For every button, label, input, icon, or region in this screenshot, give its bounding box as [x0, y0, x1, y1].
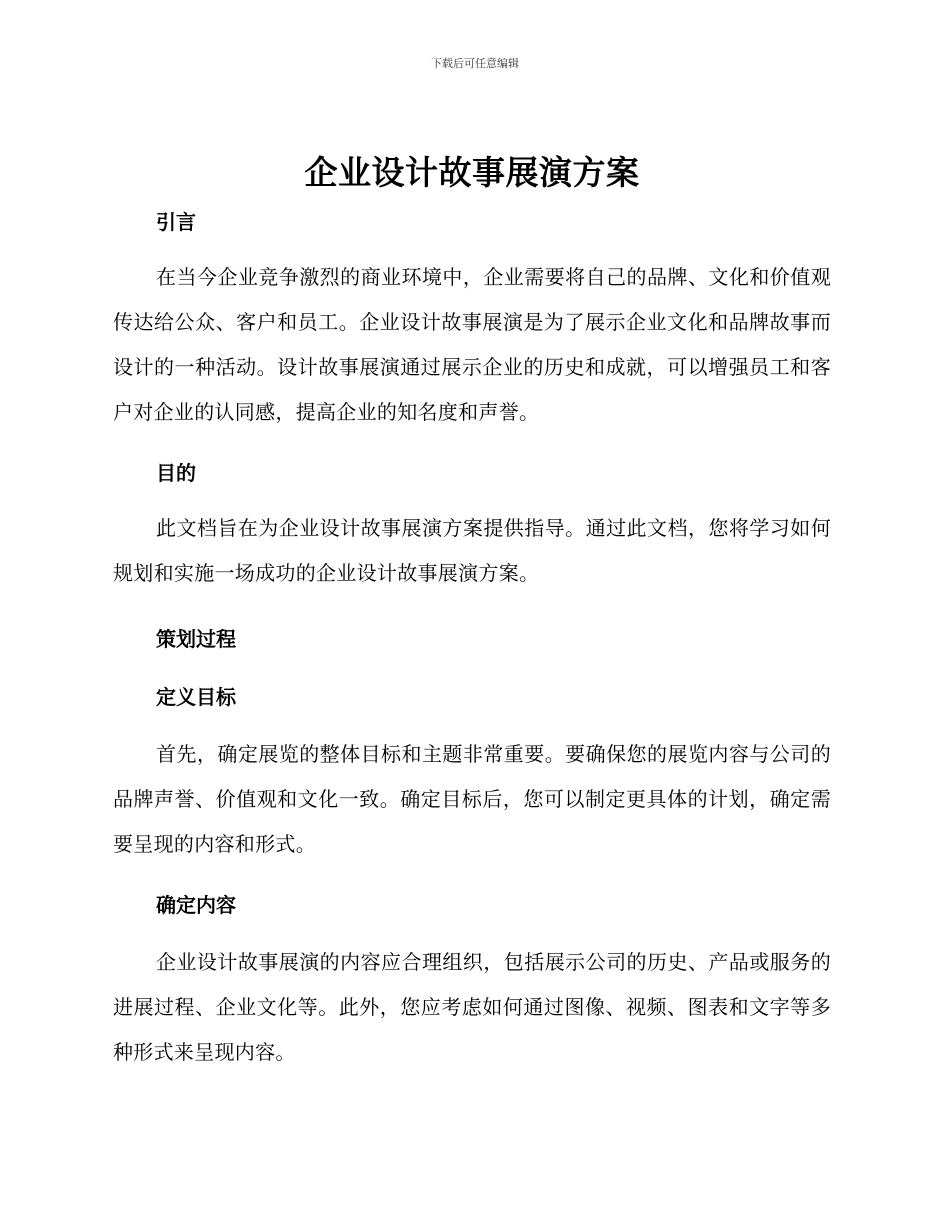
section-heading-define-goals: 定义目标	[156, 685, 236, 709]
section-heading-planning: 策划过程	[156, 627, 236, 651]
paragraph-purpose: 此文档旨在为企业设计故事展演方案提供指导。通过此文档，您将学习如何规划和实施一场成功的企业设计故事展演方案。	[113, 516, 831, 585]
document-title: 企业设计故事展演方案	[304, 153, 640, 192]
paragraph-define-goals: 首先，确定展览的整体目标和主题非常重要。要确保您的展览内容与公司的品牌声誉、价值观和文化一致。确定目标后，您可以制定更具体的计划，确定需要呈现的内容和形式。	[113, 742, 831, 856]
paragraph-intro: 在当今企业竞争激烈的商业环境中，企业需要将自己的品牌、文化和价值观传达给公众、客户和员工。企业设计故事展演是为了展示企业文化和品牌故事而设计的一种活动。设计故事展演通过展示企业的历史和成就，可以增强员工和客户对企业的认同感，提高企业的知名度和声誉。	[113, 265, 831, 424]
section-heading-define-content: 确定内容	[156, 893, 236, 917]
page-header-note: 下载后可任意编辑	[431, 57, 519, 70]
section-heading-purpose: 目的	[156, 461, 196, 485]
document-body	[113, 150, 831, 1075]
section-heading-intro: 引言	[156, 210, 196, 234]
paragraph-define-content: 企业设计故事展演的内容应合理组织，包括展示公司的历史、产品或服务的进展过程、企业文化等。此外，您应考虑如何通过图像、视频、图表和文字等多种形式来呈现内容。	[113, 950, 831, 1064]
